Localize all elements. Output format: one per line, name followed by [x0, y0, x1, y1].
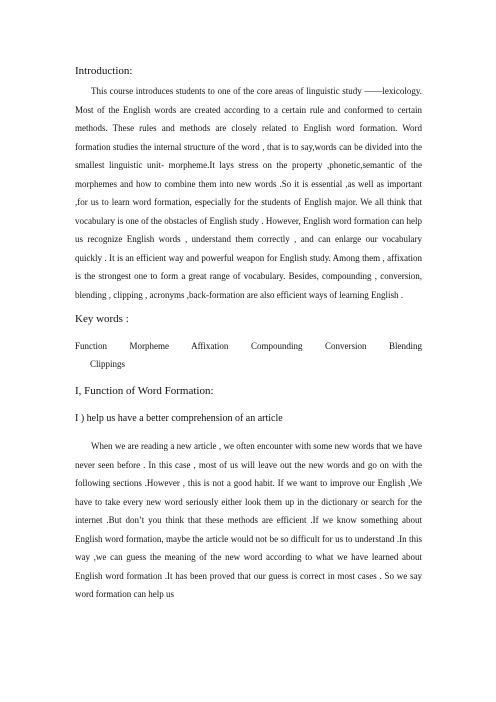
- keyword-affixation: Affixation: [191, 341, 229, 351]
- key-words-list-continued: [90, 355, 125, 373]
- keyword-conversion: Conversion: [324, 341, 367, 351]
- keyword-blending: Blending: [389, 341, 423, 351]
- keyword-clippings: Clippings: [90, 359, 126, 369]
- keyword-morpheme: Morpheme: [129, 341, 170, 351]
- keyword-compounding: Compounding: [250, 341, 303, 351]
- introduction-paragraph: This course introduces students to one of the core areas of linguistic study ——lexicology. Most of the English words are created according to a certain rule and conformed to certain methods. These rules and methods are closely related to English word formation. Word formation studies the internal structure of the word , that is to say,words can be divided into the smallest linguistic unit- morpheme.It lays stress on the property ,phonetic,semantic of the morphemes and how to combine them into new words .So it is essential ,as well as important ,for us to learn word formation, especially for the students of English major. We all think that vocabulary is one of the obstacles of English study . However, English word formation can help us recognize English words , understand them correctly , and can enlarge our vocabulary quickly . It is an efficient way and powerful weapon for English study. Among them , affixation is the strongest one to form a great range of vocabulary. Besides, compounding , conversion, blending , clipping , acronyms ,back-formation are also efficient ways of learning English .: [75, 86, 422, 300]
- introduction-heading: Introduction:: [75, 65, 133, 77]
- subsection-heading: I ) help us have a better comprehension of an article: [75, 413, 283, 424]
- key-words-list: [75, 337, 422, 355]
- section-heading: I, Function of Word Formation:: [75, 385, 214, 397]
- key-words-heading: Key words :: [75, 313, 129, 325]
- section-paragraph: When we are reading a new article , we often encounter with some new words that we have never seen before . In this case , most of us will leave out the new words and go on with the following sections .However , this is not a good habit. If we want to improve our English ,We have to take every new word seriously either look them up in the dictionary or search for the internet .But don’t you think that these methods are efficient .If we know something about English word formation, maybe the article would not be so difficult for us to understand .In this way ,we can guess the meaning of the new word according to what we have learned about English word formation .It has been proved that our guess is correct in most cases . So we say word formation can help us: [75, 441, 422, 599]
- keyword-function: Function: [75, 341, 108, 351]
